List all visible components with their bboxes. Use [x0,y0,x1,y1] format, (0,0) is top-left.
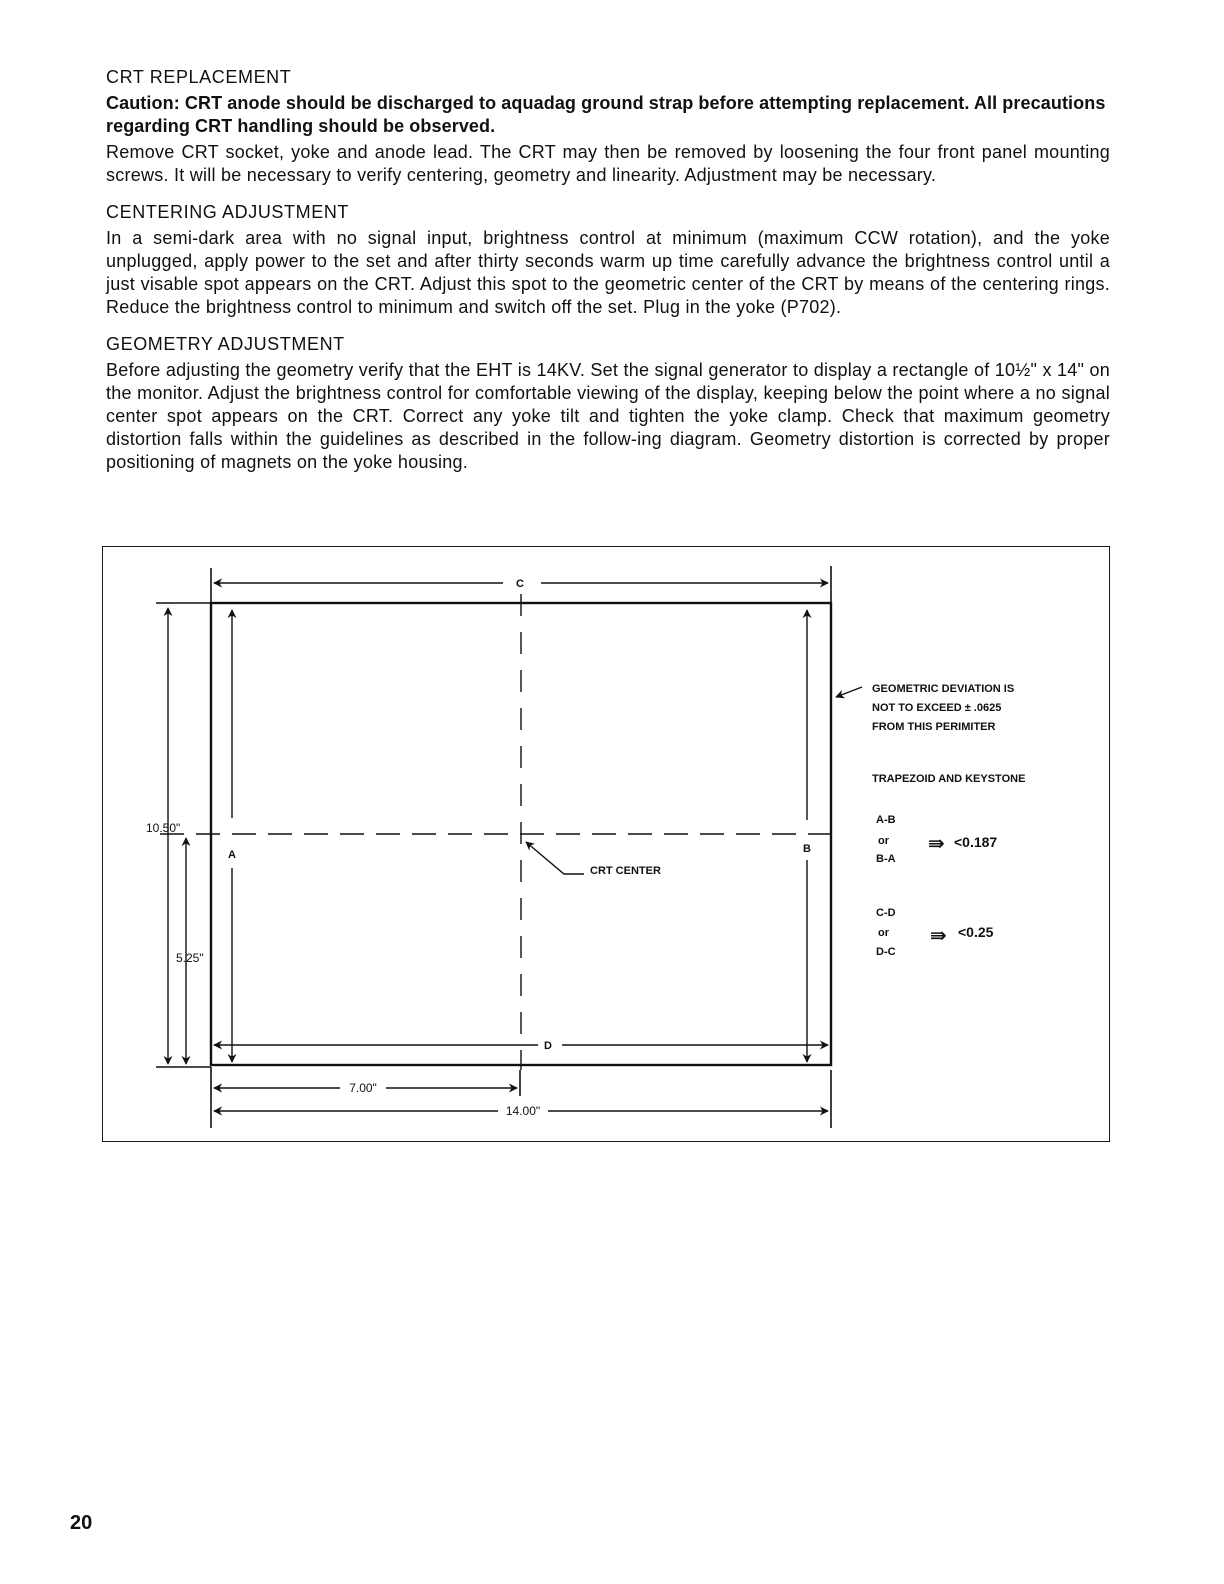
heading-crt-replacement: CRT REPLACEMENT [106,67,292,87]
trapezoid-keystone-title: TRAPEZOID AND KEYSTONE [872,773,1026,785]
centering-adjustment-body: In a semi-dark area with no signal input, brightness control at minimum (maximum CCW rotation), and the yoke unplugged, apply power to the set and after thirty seconds warm up time carefully advance the brightness control until a just visable spot appears on the CRT. Adjust this spot to the geometric center of the CRT by means of the centering rings. Reduce the brightness control to minimum and switch off the set. Plug in the yoke (P702). [106,228,1110,317]
label-d: D [544,1040,552,1052]
ab-bottom: B-A [876,853,896,865]
cd-implies-icon: ⇛ [930,925,947,947]
label-a: A [228,849,236,861]
cd-bottom: D-C [876,946,896,958]
width-full-label: 14.00" [505,1104,541,1118]
width-half-label: 7.00" [349,1081,377,1095]
cd-limit: <0.25 [958,924,994,940]
crt-replacement-body: Remove CRT socket, yoke and anode lead. The CRT may then be removed by loosening the four front panel mounting screws. It will be necessary to verify centering, geometry and linearity. Adjustment may be necessary. [106,142,1110,185]
height-full-label: 10.50" [146,821,181,835]
ab-implies-icon: ⇛ [928,833,945,855]
caution-note: Caution: CRT anode should be discharged to aquadag ground strap before attempting replacement. All precautions regarding CRT handling should be observed. [106,93,1106,136]
cd-or: or [878,927,889,939]
geometry-adjustment-body: Before adjusting the geometry verify that the EHT is 14KV. Set the signal generator to display a rectangle of 10½" x 14" on the monitor. Adjust the brightness control for comfortable viewing of the display, keeping below the point where a no signal center spot appears on the CRT. Correct any yoke tilt and tighten the yoke clamp. Check that maximum geometry distortion falls within the guidelines as described in the follow-ing diagram. Geometry distortion is corrected by proper positioning of magnets on the yoke housing. [106,360,1110,472]
perimeter-pointer [836,687,862,697]
heading-centering-adjustment: CENTERING ADJUSTMENT [106,202,350,222]
label-b: B [803,843,811,855]
deviation-line-3: FROM THIS PERIMITER [872,721,996,733]
heading-geometry-adjustment: GEOMETRY ADJUSTMENT [106,334,345,354]
crt-center-pointer [526,842,584,874]
height-half-label: 5.25" [176,951,204,965]
ab-limit: <0.187 [954,834,998,850]
ab-top: A-B [876,814,896,826]
label-c: C [516,578,524,590]
page-number: 20 [70,1512,93,1534]
cd-top: C-D [876,907,896,919]
crt-center-label: CRT CENTER [590,865,661,877]
deviation-line-1: GEOMETRIC DEVIATION IS [872,683,1015,695]
ab-or: or [878,835,889,847]
deviation-line-2: NOT TO EXCEED ± .0625 [872,702,1002,714]
